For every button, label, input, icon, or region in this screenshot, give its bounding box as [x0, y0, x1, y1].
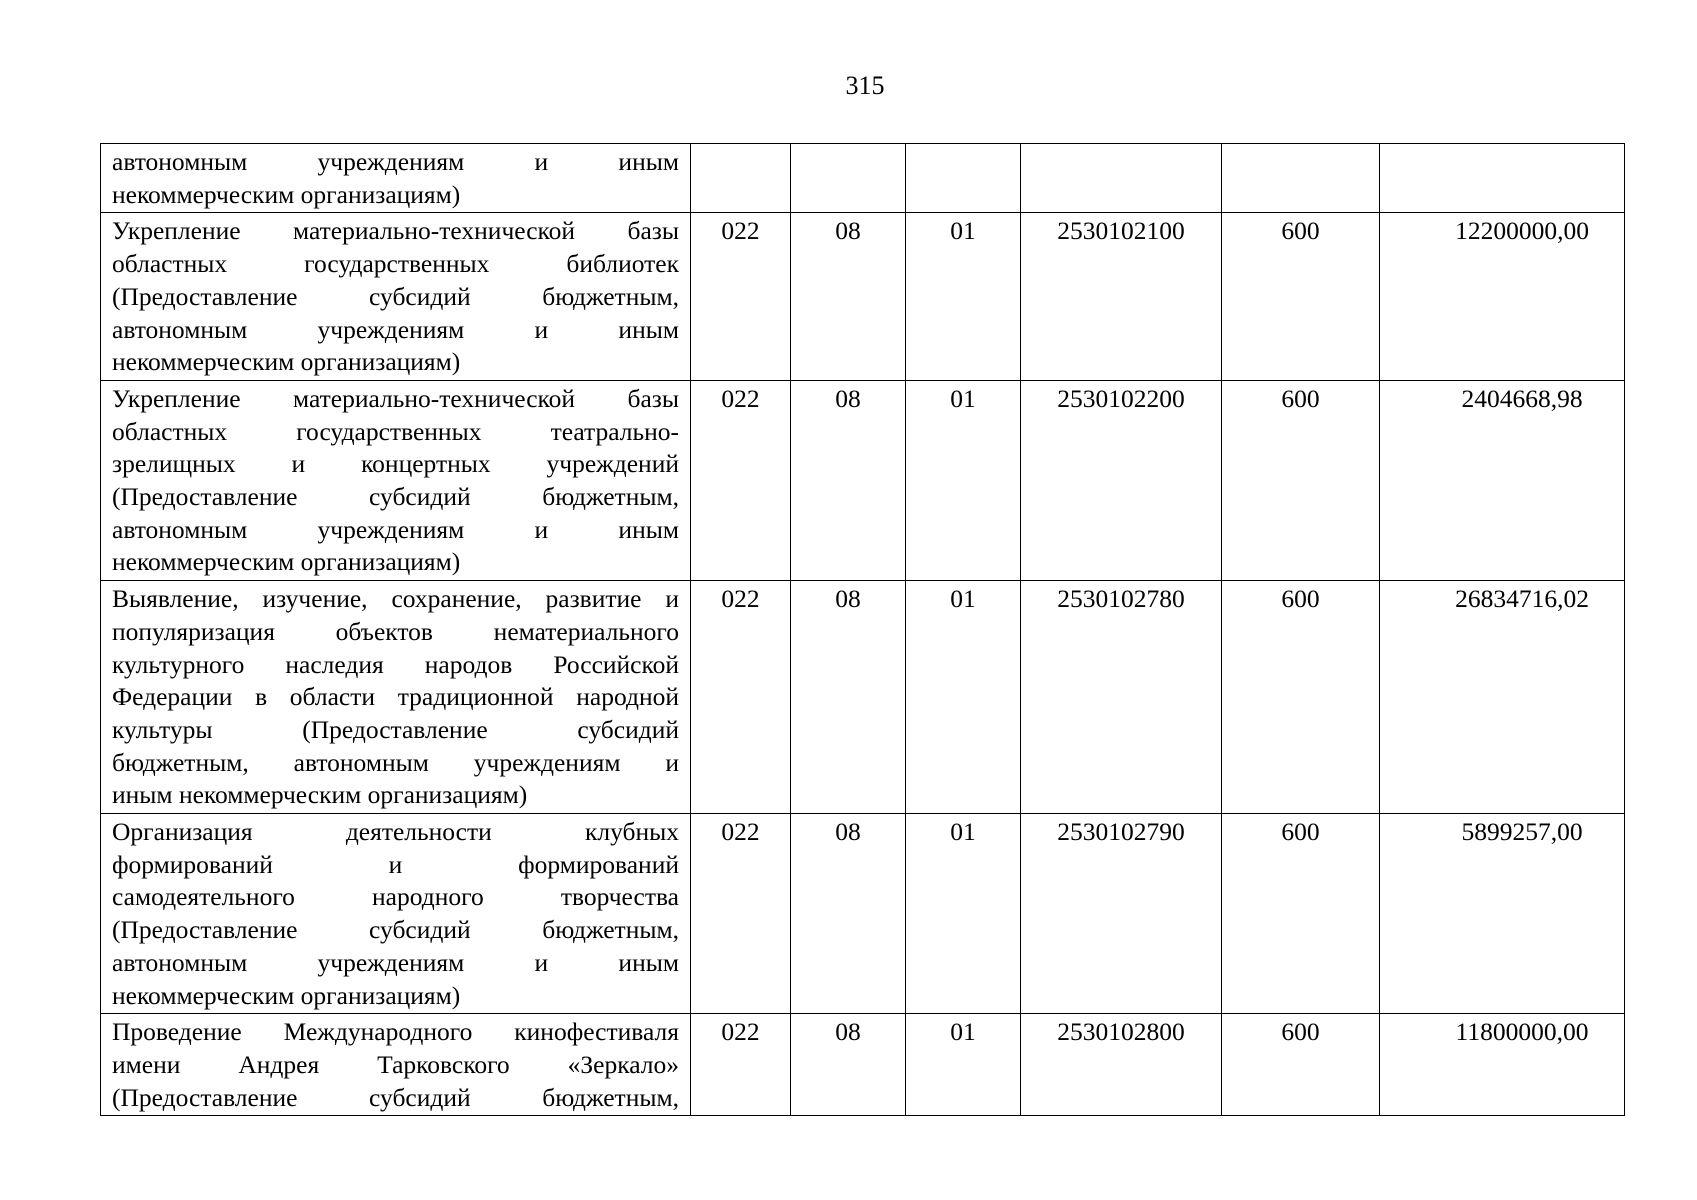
row-description: [101, 814, 691, 1014]
description-line: некоммерческим организациям): [112, 980, 461, 1010]
ministry-code-cell: 022: [691, 380, 791, 580]
subsection-code-cell: 01: [906, 213, 1021, 381]
subsection-code-cell: 01: [906, 380, 1021, 580]
subsection-code-cell: [906, 144, 1021, 213]
expense-type-cell: 600: [1222, 814, 1380, 1014]
ministry-code-cell: 022: [691, 213, 791, 381]
page-number: 315: [845, 71, 885, 100]
table-row: [101, 581, 1625, 814]
description-line: автономным учреждениям и иным: [112, 947, 679, 977]
description-line: областных государственных библиотек: [112, 249, 679, 279]
description-line: культуры (Предоставление субсидий: [112, 714, 679, 744]
description-line: (Предоставление субсидий бюджетным,: [112, 1082, 679, 1112]
amount-cell: 12200000,00: [1380, 213, 1625, 381]
description-line: областных государственных театрально-: [112, 416, 679, 446]
target-article-cell: 2530102800: [1021, 1014, 1222, 1116]
expense-type-cell: [1222, 144, 1380, 213]
table-row: [101, 1014, 1625, 1116]
target-article-cell: 2530102780: [1021, 581, 1222, 814]
target-article-cell: 2530102200: [1021, 380, 1222, 580]
description-line: имени Андрея Тарковского «Зеркало»: [112, 1049, 679, 1079]
description-line: некоммерческим организациям): [112, 347, 461, 377]
description-line: (Предоставление субсидий бюджетным,: [112, 482, 679, 512]
subsection-code-cell: 01: [906, 814, 1021, 1014]
description-line: популяризация объектов нематериального: [112, 616, 679, 646]
description-line: автономным учреждениям и иным: [112, 514, 679, 544]
description-line: самодеятельного народного творчества: [112, 882, 679, 912]
description-line: некоммерческим организациям): [112, 547, 461, 577]
description-line: Укрепление материально-технической базы: [112, 216, 679, 246]
description-line: автономным учреждениям и иным: [112, 147, 679, 176]
expense-type-cell: 600: [1222, 380, 1380, 580]
expense-type-cell: 600: [1222, 213, 1380, 381]
ministry-code-cell: 022: [691, 1014, 791, 1116]
section-code-cell: 08: [791, 213, 906, 381]
target-article-cell: 2530102100: [1021, 213, 1222, 381]
description-line: Выявление, изучение, сохранение, развитие и: [112, 584, 679, 614]
ministry-code-cell: [691, 144, 791, 213]
row-description: [101, 213, 691, 381]
description-line: формирований и формирований: [112, 849, 679, 879]
section-code-cell: 08: [791, 814, 906, 1014]
description-line: культурного наследия народов Российской: [112, 649, 679, 679]
table-row: [101, 144, 1625, 213]
amount-cell: 2404668,98: [1380, 380, 1625, 580]
description-line: Укрепление материально-технической базы: [112, 383, 679, 413]
amount-cell: 11800000,00: [1380, 1014, 1625, 1116]
description-line: зрелищных и концертных учреждений: [112, 449, 679, 479]
description-line: (Предоставление субсидий бюджетным,: [112, 281, 679, 311]
description-line: (Предоставление субсидий бюджетным,: [112, 915, 679, 945]
target-article-cell: 2530102790: [1021, 814, 1222, 1014]
row-description: [101, 380, 691, 580]
budget-table-body: [101, 144, 1625, 1116]
table-row: [101, 380, 1625, 580]
row-description: [101, 144, 691, 213]
description-line: некоммерческим организациям): [112, 179, 461, 209]
row-description: [101, 581, 691, 814]
amount-cell: [1380, 144, 1625, 213]
subsection-code-cell: 01: [906, 581, 1021, 814]
ministry-code-cell: 022: [691, 814, 791, 1014]
description-line: Организация деятельности клубных: [112, 817, 679, 847]
description-line: Федерации в области традиционной народной: [112, 682, 679, 712]
ministry-code-cell: 022: [691, 581, 791, 814]
subsection-code-cell: 01: [906, 1014, 1021, 1116]
section-code-cell: 08: [791, 380, 906, 580]
amount-cell: 26834716,02: [1380, 581, 1625, 814]
section-code-cell: 08: [791, 581, 906, 814]
section-code-cell: 08: [791, 1014, 906, 1116]
table-row: [101, 814, 1625, 1014]
table-row: [101, 213, 1625, 381]
amount-cell: 5899257,00: [1380, 814, 1625, 1014]
expense-type-cell: 600: [1222, 1014, 1380, 1116]
budget-table: [100, 143, 1625, 1116]
expense-type-cell: 600: [1222, 581, 1380, 814]
description-line: иным некоммерческим организациям): [112, 780, 528, 810]
description-line: Проведение Международного кинофестиваля: [112, 1017, 679, 1047]
section-code-cell: [791, 144, 906, 213]
row-description: [101, 1014, 691, 1116]
description-line: автономным учреждениям и иным: [112, 314, 679, 344]
description-line: бюджетным, автономным учреждениям и: [112, 747, 679, 777]
target-article-cell: [1021, 144, 1222, 213]
